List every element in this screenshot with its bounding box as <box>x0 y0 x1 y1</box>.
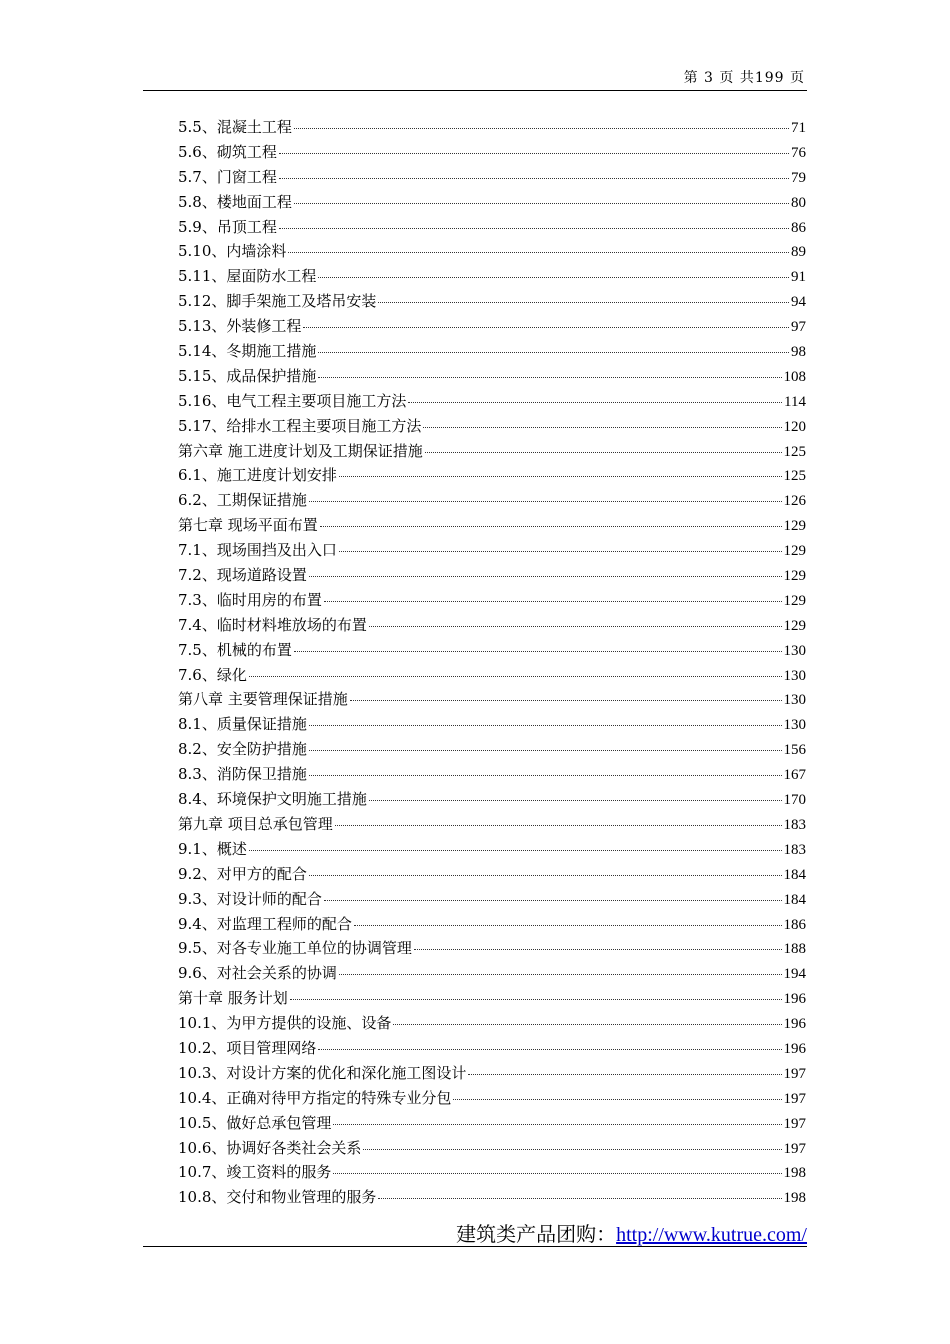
toc-entry-title: 9.6、对社会关系的协调 <box>178 964 337 983</box>
toc-entry-title: 7.4、临时材料堆放场的布置 <box>178 615 367 634</box>
dot-leader <box>279 227 789 229</box>
toc-entry[interactable] <box>178 190 806 215</box>
toc-entry-page: 196 <box>783 991 806 1008</box>
toc-entry-title: 5.16、电气工程主要项目施工方法 <box>178 391 407 410</box>
dot-leader <box>423 426 781 428</box>
toc-entry-title: 10.6、协调好各类社会关系 <box>178 1138 362 1157</box>
page-number-info: 第 3 页 共199 页 <box>683 70 805 86</box>
toc-entry-title: 9.4、对监理工程师的配合 <box>178 914 352 933</box>
toc-entry-page: 184 <box>783 891 806 908</box>
toc-entry-page: 129 <box>783 617 806 634</box>
toc-entry-page: 71 <box>791 120 806 136</box>
toc-entry-title: 7.1、现场围挡及出入口 <box>178 541 337 560</box>
toc-entry-page: 129 <box>783 568 806 585</box>
dot-leader <box>453 1098 781 1100</box>
toc-entry[interactable] <box>178 463 806 488</box>
toc-entry-page: 198 <box>783 1190 806 1207</box>
dot-leader <box>335 824 782 826</box>
toc-entry-title: 5.6、砌筑工程 <box>178 142 277 161</box>
toc-entry-title: 5.11、屋面防水工程 <box>178 267 317 286</box>
toc-entry-title: 7.3、临时用房的布置 <box>178 590 322 609</box>
toc-entry-page: 79 <box>791 169 806 186</box>
dot-leader <box>249 849 782 851</box>
dot-leader <box>309 724 782 726</box>
dot-leader <box>309 500 782 502</box>
toc-entry[interactable] <box>178 1011 806 1036</box>
dot-leader <box>309 874 782 876</box>
dot-leader <box>294 127 789 129</box>
dot-leader <box>279 152 789 154</box>
dot-leader <box>468 1073 781 1075</box>
toc-entry-title: 10.4、正确对待甲方指定的特殊专业分包 <box>178 1088 452 1107</box>
toc-entry[interactable] <box>178 812 806 837</box>
dot-leader <box>309 575 782 577</box>
toc-entry-page: 125 <box>783 468 806 485</box>
dot-leader <box>324 600 782 602</box>
toc-entry-page: 130 <box>783 692 806 709</box>
table-of-contents <box>178 115 806 1210</box>
footer-promo <box>456 1218 807 1247</box>
toc-entry-title: 9.3、对设计师的配合 <box>178 889 322 908</box>
toc-entry[interactable] <box>178 115 806 140</box>
dot-leader <box>378 301 789 303</box>
dot-leader <box>408 401 782 403</box>
toc-entry[interactable] <box>178 737 806 762</box>
dot-leader <box>294 202 789 204</box>
toc-entry-page: 167 <box>783 767 806 784</box>
toc-entry-title: 10.1、为甲方提供的设施、设备 <box>178 1014 392 1033</box>
page-footer <box>143 1212 807 1247</box>
toc-entry[interactable] <box>178 1111 806 1136</box>
toc-entry-title: 9.2、对甲方的配合 <box>178 864 307 883</box>
dot-leader <box>369 799 782 801</box>
dot-leader <box>249 675 782 677</box>
toc-entry-title: 7.2、现场道路设置 <box>178 566 307 585</box>
toc-entry-page: 186 <box>783 916 806 933</box>
toc-entry-page: 80 <box>791 194 806 211</box>
toc-entry-page: 126 <box>783 493 806 510</box>
toc-entry-title: 8.3、消防保卫措施 <box>178 765 307 784</box>
toc-entry-page: 125 <box>783 443 806 460</box>
toc-entry-page: 198 <box>783 1165 806 1182</box>
toc-entry-title: 9.5、对各专业施工单位的协调管理 <box>178 939 412 958</box>
dot-leader <box>288 251 789 253</box>
toc-entry-page: 108 <box>783 368 806 385</box>
toc-entry-title: 5.15、成品保护措施 <box>178 366 317 385</box>
toc-entry[interactable] <box>178 663 806 688</box>
toc-entry[interactable] <box>178 787 806 812</box>
toc-entry-title: 8.1、质量保证措施 <box>178 715 307 734</box>
dot-leader <box>333 1123 781 1125</box>
dot-leader <box>414 948 782 950</box>
toc-entry-page: 130 <box>783 667 806 684</box>
dot-leader <box>354 924 782 926</box>
toc-entry-title: 5.12、脚手架施工及塔吊安装 <box>178 292 377 311</box>
toc-entry-page: 196 <box>783 1040 806 1057</box>
toc-entry-page: 188 <box>783 941 806 958</box>
toc-entry-title: 5.9、吊顶工程 <box>178 217 277 236</box>
toc-entry-title: 5.10、内墙涂料 <box>178 242 287 261</box>
dot-leader <box>350 699 782 701</box>
toc-entry[interactable] <box>178 339 806 364</box>
toc-entry-page: 197 <box>783 1140 806 1157</box>
toc-entry-title: 5.17、给排水工程主要项目施工方法 <box>178 416 422 435</box>
toc-entry-title: 5.13、外装修工程 <box>178 317 302 336</box>
toc-entry[interactable] <box>178 239 806 264</box>
toc-entry-page: 183 <box>783 841 806 858</box>
toc-entry-page: 129 <box>783 543 806 560</box>
toc-entry-page: 76 <box>791 144 806 161</box>
toc-entry-page: 86 <box>791 219 806 236</box>
toc-entry[interactable] <box>178 215 806 240</box>
toc-entry-title: 第六章 施工进度计划及工期保证措施 <box>178 441 423 460</box>
toc-entry[interactable] <box>178 862 806 887</box>
toc-entry[interactable] <box>178 289 806 314</box>
toc-entry-page: 130 <box>783 642 806 659</box>
dot-leader <box>309 774 782 776</box>
toc-entry-title: 7.5、机械的布置 <box>178 640 292 659</box>
toc-entry-title: 第八章 主要管理保证措施 <box>178 690 348 709</box>
toc-entry-title: 6.1、施工进度计划安排 <box>178 466 337 485</box>
toc-entry-page: 197 <box>783 1115 806 1132</box>
dot-leader <box>324 899 782 901</box>
toc-entry[interactable] <box>178 837 806 862</box>
dot-leader <box>309 749 782 751</box>
toc-entry[interactable] <box>178 588 806 613</box>
toc-entry-page: 197 <box>783 1090 806 1107</box>
toc-entry-title: 9.1、概述 <box>178 839 247 858</box>
toc-entry-title: 第九章 项目总承包管理 <box>178 814 333 833</box>
toc-entry[interactable] <box>178 140 806 165</box>
toc-entry[interactable] <box>178 936 806 961</box>
toc-entry[interactable] <box>178 638 806 663</box>
toc-entry[interactable] <box>178 1086 806 1111</box>
dot-leader <box>393 1023 781 1025</box>
toc-entry[interactable] <box>178 613 806 638</box>
toc-entry[interactable] <box>178 264 806 289</box>
dot-leader <box>294 650 782 652</box>
dot-leader <box>333 1172 781 1174</box>
toc-entry-page: 129 <box>783 592 806 609</box>
toc-entry[interactable] <box>178 488 806 513</box>
toc-entry-page: 129 <box>783 518 806 535</box>
toc-entry-page: 98 <box>791 344 806 361</box>
toc-entry-page: 194 <box>783 966 806 983</box>
toc-entry-title: 5.5、混凝土工程 <box>178 118 292 136</box>
toc-entry[interactable] <box>178 538 806 563</box>
toc-entry[interactable] <box>178 364 806 389</box>
toc-entry[interactable] <box>178 986 806 1011</box>
toc-entry[interactable] <box>178 1036 806 1061</box>
toc-entry[interactable] <box>178 762 806 787</box>
page-header <box>143 62 807 91</box>
dot-leader <box>425 451 782 453</box>
toc-entry[interactable] <box>178 314 806 339</box>
toc-entry-page: 130 <box>783 717 806 734</box>
toc-entry[interactable] <box>178 712 806 737</box>
toc-entry-page: 97 <box>791 319 806 336</box>
toc-entry-page: 170 <box>783 792 806 809</box>
dot-leader <box>303 326 789 328</box>
promo-link[interactable]: http://www.kutrue.com/ <box>616 1224 807 1246</box>
toc-entry[interactable] <box>178 414 806 439</box>
toc-entry-title: 10.8、交付和物业管理的服务 <box>178 1188 377 1207</box>
toc-entry-page: 120 <box>783 418 806 435</box>
toc-entry-title: 10.3、对设计方案的优化和深化施工图设计 <box>178 1063 467 1082</box>
dot-leader <box>279 177 789 179</box>
toc-entry[interactable] <box>178 1136 806 1161</box>
toc-entry-page: 114 <box>784 393 806 410</box>
toc-entry[interactable] <box>178 1160 806 1185</box>
dot-leader <box>339 550 782 552</box>
toc-entry[interactable] <box>178 513 806 538</box>
toc-entry-title: 8.2、安全防护措施 <box>178 740 307 759</box>
toc-entry-title: 5.8、楼地面工程 <box>178 192 292 211</box>
toc-entry[interactable] <box>178 563 806 588</box>
toc-entry-title: 6.2、工期保证措施 <box>178 491 307 510</box>
toc-entry-page: 197 <box>783 1065 806 1082</box>
toc-entry-page: 89 <box>791 244 806 261</box>
toc-entry[interactable] <box>178 687 806 712</box>
toc-entry-title: 10.2、项目管理网络 <box>178 1038 317 1057</box>
toc-entry-page: 183 <box>783 816 806 833</box>
dot-leader <box>339 973 782 975</box>
toc-entry[interactable] <box>178 389 806 414</box>
toc-entry-page: 91 <box>791 269 806 286</box>
toc-entry-title: 7.6、绿化 <box>178 665 247 684</box>
dot-leader <box>378 1197 781 1199</box>
dot-leader <box>290 998 782 1000</box>
toc-entry-page: 156 <box>783 742 806 759</box>
dot-leader <box>339 475 782 477</box>
toc-entry[interactable] <box>178 165 806 190</box>
dot-leader <box>363 1148 781 1150</box>
dot-leader <box>318 276 789 278</box>
toc-entry[interactable] <box>178 912 806 937</box>
dot-leader <box>318 1048 781 1050</box>
toc-entry-page: 196 <box>783 1016 806 1033</box>
toc-entry-title: 第七章 现场平面布置 <box>178 516 318 535</box>
toc-entry-title: 8.4、环境保护文明施工措施 <box>178 790 367 809</box>
toc-entry-title: 第十章 服务计划 <box>178 989 288 1008</box>
toc-entry-title: 10.5、做好总承包管理 <box>178 1113 332 1132</box>
toc-entry-title: 10.7、竣工资料的服务 <box>178 1163 332 1182</box>
dot-leader <box>369 625 782 627</box>
toc-entry-page: 94 <box>791 294 806 311</box>
toc-entry-title: 5.14、冬期施工措施 <box>178 342 317 361</box>
promo-text: 建筑类产品团购： <box>456 1222 617 1246</box>
dot-leader <box>320 525 782 527</box>
dot-leader <box>318 376 781 378</box>
toc-entry-page: 184 <box>783 866 806 883</box>
dot-leader <box>318 351 789 353</box>
toc-entry-title: 5.7、门窗工程 <box>178 167 277 186</box>
toc-entry[interactable] <box>178 961 806 986</box>
toc-entry[interactable] <box>178 1185 806 1210</box>
toc-entry[interactable] <box>178 887 806 912</box>
toc-entry[interactable] <box>178 439 806 464</box>
toc-entry[interactable] <box>178 1061 806 1086</box>
